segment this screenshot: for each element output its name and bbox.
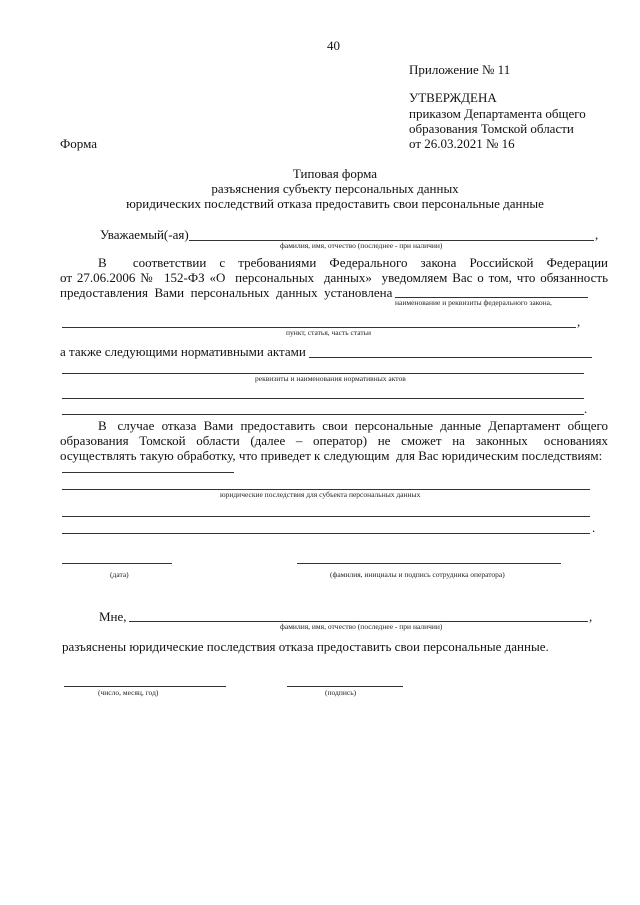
para3-line-2: образования Томской области (далее – оператор) не сможет на законных основаниях — [60, 433, 608, 448]
para3-line-1: В случае отказа Вами предоставить свои персональные данные Департамент общего — [98, 418, 608, 433]
ack-text: Мне, — [99, 609, 127, 624]
salutation-text: Уважаемый(-ая) — [100, 227, 189, 242]
date-caption: (дата) — [110, 570, 129, 579]
para1-line-2: от 27.06.2006 № 152-ФЗ «О персональных данных» уведомляем Вас о том, что обязанность — [60, 270, 608, 285]
federal-law-caption: наименование и реквизиты федерального закона, — [395, 298, 552, 307]
operator-signature-line[interactable] — [297, 563, 561, 564]
consequences-line-4[interactable] — [62, 533, 590, 534]
normative-acts-caption: реквизиты и наименования нормативных актов — [255, 374, 406, 383]
para1-line-1: В соответствии с требованиями Федерального закона Российской Федерации — [98, 255, 608, 270]
title-line-3: юридических последствий отказа предоставить свои персональные данные — [126, 196, 544, 211]
ack-date-caption: (число, месяц, год) — [98, 688, 159, 697]
form-label: Форма — [60, 136, 97, 151]
ack-date-line[interactable] — [64, 686, 226, 687]
approved-label: УТВЕРЖДЕНА — [409, 90, 497, 105]
consequences-line-1[interactable] — [62, 472, 234, 473]
article-comma: , — [577, 314, 581, 329]
para2-text: а также следующими нормативными актами — [60, 344, 306, 359]
salutation-caption: фамилия, имя, отчество (последнее - при наличии) — [280, 241, 443, 250]
consequences-caption: юридические последствия для субъекта персональных данных — [220, 490, 421, 499]
salutation-comma: , — [595, 227, 599, 242]
para3-line-3: осуществлять такую обработку, что приведет к следующим для Вас юридическим последствиям: — [60, 448, 603, 463]
normative-acts-line-3[interactable] — [62, 398, 584, 399]
order-line-2: образования Томской области — [409, 121, 574, 136]
ack-line: разъяснены юридические последствия отказа предоставить свои персональные данные. — [62, 639, 549, 654]
ack-sign-caption: (подпись) — [325, 688, 357, 697]
article-caption: пункт, статья, часть статьи — [286, 328, 372, 337]
para1-line-3: предоставления Вами персональных данных установлена — [60, 285, 393, 300]
ack-caption: фамилия, имя, отчество (последнее - при наличии) — [280, 622, 443, 631]
consequences-period: . — [592, 520, 596, 535]
order-line-1: приказом Департамента общего — [409, 106, 586, 121]
appendix-label: Приложение № 11 — [409, 62, 511, 77]
normative-acts-period: . — [584, 401, 588, 416]
consequences-line-3[interactable] — [62, 516, 590, 517]
normative-acts-line-4[interactable] — [62, 414, 584, 415]
date-line[interactable] — [62, 563, 172, 564]
title-line-2: разъяснения субъекту персональных данных — [211, 181, 459, 196]
normative-acts-line-1[interactable] — [309, 357, 592, 358]
operator-signature-caption: (фамилия, инициалы и подпись сотрудника оператора) — [330, 570, 505, 579]
ack-comma: , — [589, 609, 593, 624]
page-number: 40 — [327, 38, 340, 53]
ack-sign-line[interactable] — [287, 686, 403, 687]
title-line-1: Типовая форма — [292, 166, 378, 181]
order-line-3: от 26.03.2021 № 16 — [409, 136, 515, 151]
